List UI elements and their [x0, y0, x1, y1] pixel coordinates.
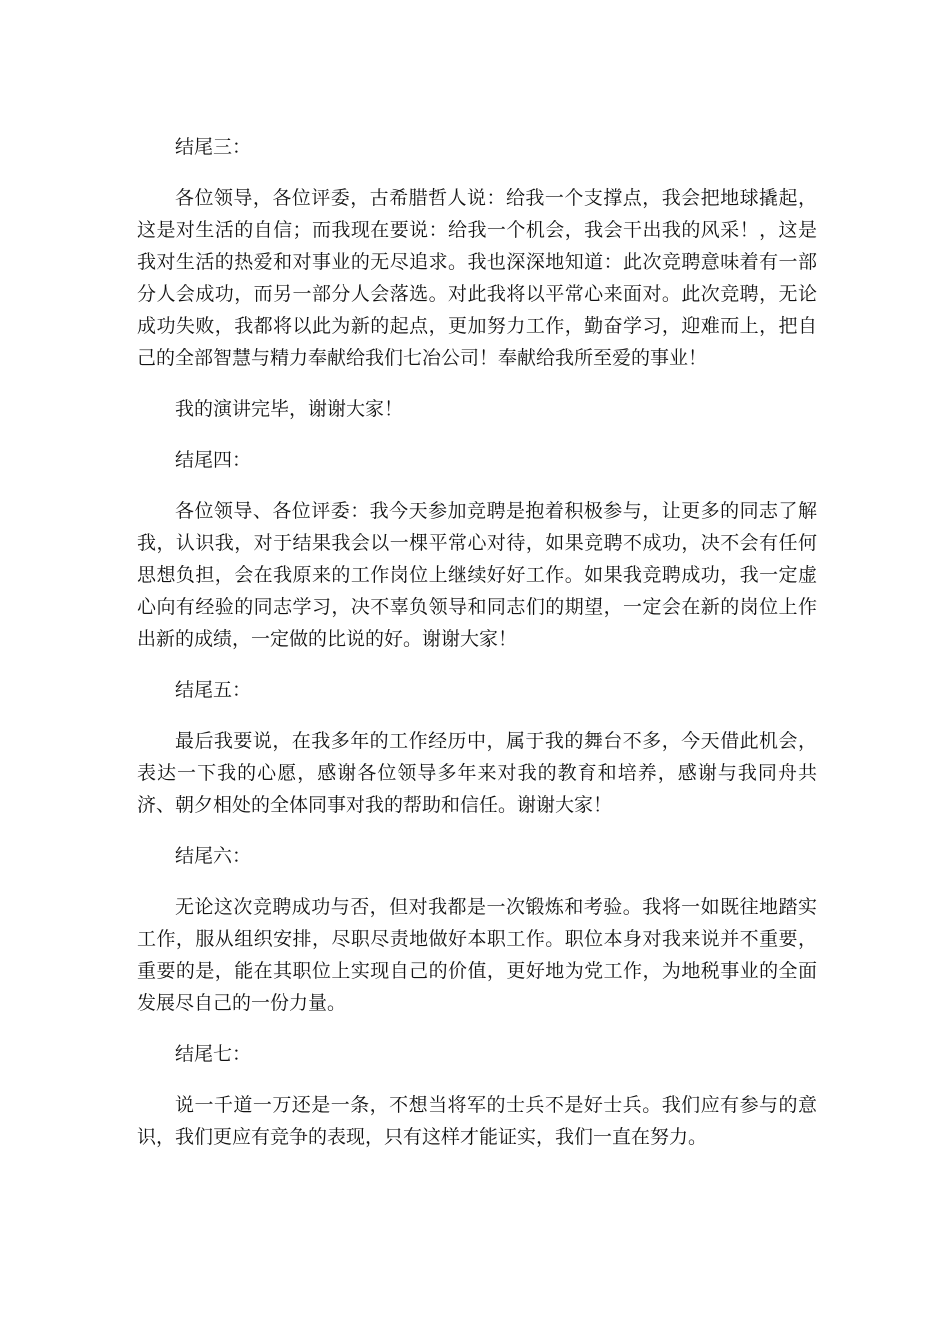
section-5-paragraph-1: 最后我要说，在我多年的工作经历中，属于我的舞台不多，今天借此机会，表达一下我的心愿，感谢各位领导多年来对我的教育和培养，感谢与我同舟共济、朝夕相处的全体同事对我的帮助和信任。谢谢大家！	[137, 730, 817, 816]
section-heading-4: 结尾四：	[175, 449, 252, 471]
section-heading-6: 结尾六：	[175, 845, 252, 867]
section-heading-5: 结尾五：	[175, 679, 252, 701]
section-3-paragraph-2: 我的演讲完毕，谢谢大家！	[175, 398, 404, 420]
section-6-paragraph-1: 无论这次竞聘成功与否，但对我都是一次锻炼和考验。我将一如既往地踏实工作，服从组织安排，尽职尽责地做好本职工作。职位本身对我来说并不重要，重要的是，能在其职位上实现自己的价值，更好地为党工作，为地税事业的全面发展尽自己的一份力量。	[137, 896, 817, 1014]
section-heading-7: 结尾七：	[175, 1043, 252, 1065]
section-heading-3: 结尾三：	[175, 136, 252, 158]
section-7-paragraph-1: 说一千道一万还是一条，不想当将军的士兵不是好士兵。我们应有参与的意识，我们更应有竞争的表现，只有这样才能证实，我们一直在努力。	[137, 1094, 817, 1148]
document-body	[137, 131, 817, 1172]
section-3-paragraph-1: 各位领导，各位评委，古希腊哲人说：给我一个支撑点，我会把地球撬起，这是对生活的自信；而我现在要说：给我一个机会，我会干出我的风采！，这是我对生活的热爱和对事业的无尽追求。我也深深地知道：此次竞聘意味着有一部分人会成功，而另一部分人会落选。对此我将以平常心来面对。此次竞聘，无论成功失败，我都将以此为新的起点，更加努力工作，勤奋学习，迎难而上，把自己的全部智慧与精力奉献给我们七冶公司！奉献给我所至爱的事业！	[137, 187, 817, 369]
section-4-paragraph-1: 各位领导、各位评委：我今天参加竞聘是抱着积极参与，让更多的同志了解我，认识我，对于结果我会以一棵平常心对待，如果竞聘不成功，决不会有任何思想负担，会在我原来的工作岗位上继续好好工作。如果我竞聘成功，我一定虚心向有经验的同志学习，决不辜负领导和同志们的期望，一定会在新的岗位上作出新的成绩，一定做的比说的好。谢谢大家！	[137, 500, 817, 650]
